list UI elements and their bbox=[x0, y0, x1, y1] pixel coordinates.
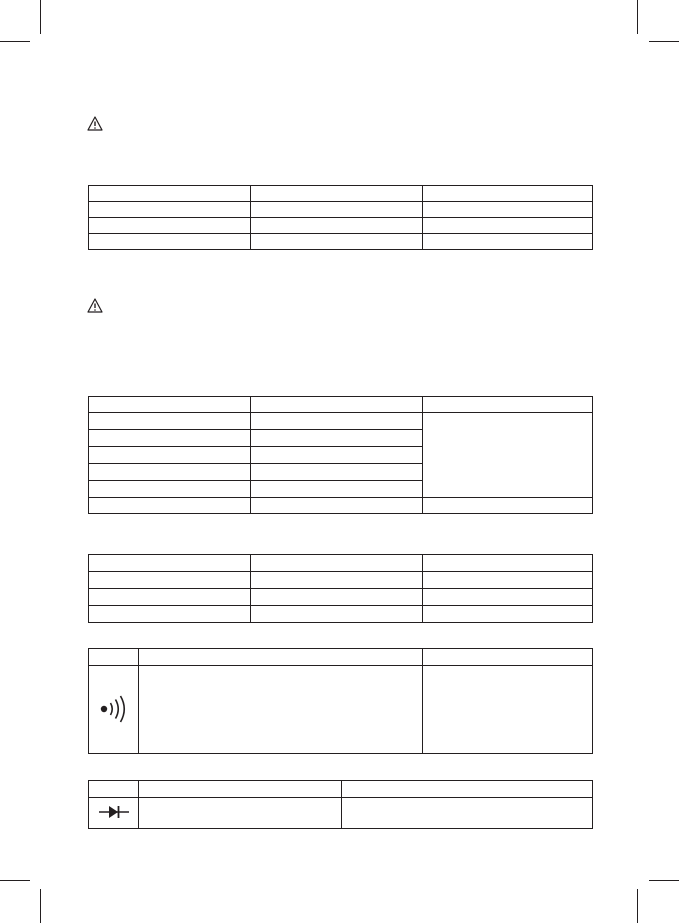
crop-mark bbox=[649, 41, 679, 42]
continuity-table bbox=[88, 648, 593, 754]
spec-table-3 bbox=[88, 554, 593, 623]
table-row bbox=[89, 572, 593, 589]
symbol-cell bbox=[89, 666, 139, 754]
table-row bbox=[89, 498, 593, 514]
table-row bbox=[89, 589, 593, 606]
table-row bbox=[89, 555, 593, 572]
table-row bbox=[89, 397, 593, 413]
table-row bbox=[89, 666, 593, 754]
table-row bbox=[89, 234, 593, 250]
table-row bbox=[89, 186, 593, 202]
crop-mark bbox=[0, 41, 30, 42]
crop-mark bbox=[637, 0, 638, 34]
diode-table bbox=[88, 780, 593, 829]
diode-icon bbox=[99, 804, 129, 820]
table-row bbox=[89, 798, 593, 829]
table-row bbox=[89, 202, 593, 218]
crop-mark bbox=[649, 880, 679, 881]
table-row bbox=[89, 781, 593, 798]
table-row bbox=[89, 413, 593, 430]
spec-table-2 bbox=[88, 396, 593, 514]
warning-triangle-icon bbox=[87, 116, 103, 131]
crop-mark bbox=[40, 0, 41, 34]
table-row bbox=[89, 218, 593, 234]
warning-triangle-icon bbox=[87, 298, 103, 313]
symbol-cell bbox=[89, 798, 139, 829]
spec-table-1 bbox=[88, 185, 593, 250]
crop-mark bbox=[0, 880, 30, 881]
table-row bbox=[89, 606, 593, 623]
continuity-sound-icon bbox=[97, 694, 131, 724]
crop-mark bbox=[637, 889, 638, 923]
crop-mark bbox=[40, 889, 41, 923]
table-row bbox=[89, 649, 593, 666]
